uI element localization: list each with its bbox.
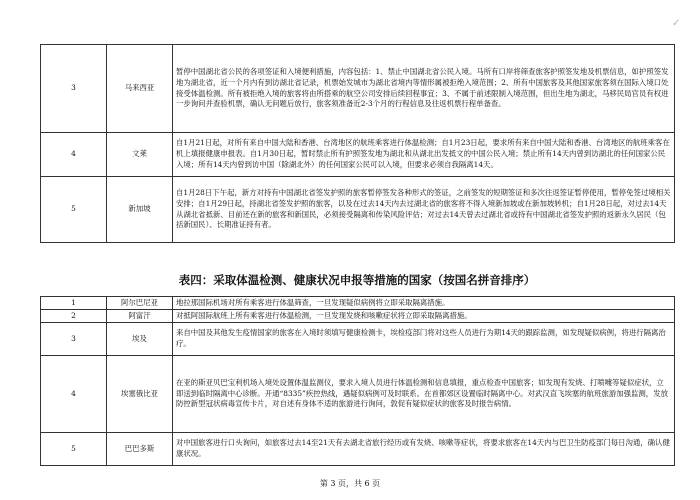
country-name: 马来西亚: [107, 45, 173, 133]
row-number: 4: [41, 133, 107, 177]
country-name: 新加坡: [107, 177, 173, 243]
country-measures-table-continued: [40, 44, 675, 243]
measure-text: 自1月28日下午起，新方对持有中国湖北省签发护照的旅客暂停签发各种形式的签证，之前签发的短期签证和多次往返签证暂停使用，暂停免签过境相关安排；自1月29日起，持湖北省签发护照的旅客，以及在过去14天内去过湖北省的旅客将不得入境新加坡或在新加坡转机；自1月28日起，对过去14天从湖北省抵新、目前还在新的旅客和新国民，必须接受隔离和传染风险评估；对过去14天曾去过湖北省或持有中国湖北省签发护照的返新永久居民（包括新国民）、长期准证持有者。: [173, 177, 675, 243]
country-name: 埃塞俄比亚: [107, 356, 173, 433]
table-row: [41, 133, 675, 177]
measure-text: 地拉那国际机场对所有乘客进行体温筛查，一旦发现疑似病例将立即采取隔离措施。: [173, 297, 675, 310]
row-number: 3: [41, 45, 107, 133]
table-row: [41, 177, 675, 243]
table-row: [41, 356, 675, 433]
table-row: [41, 323, 675, 356]
measure-text: 对中国旅客进行口头询问，如旅客过去14至21天有去湖北省旅行经历或有发烧、咳嗽等症状，将要求旅客在14天内与巴卫生防疫部门每日沟通，确认健康状况。: [173, 433, 675, 466]
country-name: 阿富汗: [107, 310, 173, 323]
measure-text: 暂停中国湖北省公民的各项签证和入境便利措施，内容包括：1、禁止中国湖北省公民入境。马所有口岸将筛查旅客护照签发地及机票信息，如护照签发地为湖北省，近一个月内有到访湖北省记录，机票始发城市为湖北省境内等情形属被拒绝入境范围；2、所有中国旅客及其他国家旅客须在国际入境口处接受体温检测。所有被拒绝入境的旅客将由所搭乘的航空公司安排后续回程事宜；3、不属于前述限制入境范围，但出生地为湖北，马移民局官员有权进一步询问并查验机票，确认无问题后放行，旅客须准备近2-3个月的行程信息及往返机票行程单备查。: [173, 45, 675, 133]
row-number: 4: [41, 356, 107, 433]
country-name: 埃及: [107, 323, 173, 356]
country-name: 阿尔巴尼亚: [107, 297, 173, 310]
row-number: 5: [41, 433, 107, 466]
measure-text: 来自中国及其他发生疫情国家的旅客在入境时须填写健康检测卡，埃检疫部门将对这些人员进行为期14天的跟踪监测，如发现疑似病例，将进行隔离治疗。: [173, 323, 675, 356]
row-number: 5: [41, 177, 107, 243]
measure-text: 自1月21日起，对所有来自中国大陆和香港、台湾地区的航班乘客进行体温检测；自1月23日起，要求所有来自中国大陆和香港、台湾地区的航班乘客在机上填报健康申报表。自1月30日起，暂时禁止所有护照签发地为湖北和从湖北出发抵文的中国公民入境；禁止所有14天内曾到访湖北的任何国家公民入境；所有14天内曾到访中国（除湖北外）的任何国家公民可以入境，但要求必须自我隔离14天。: [173, 133, 675, 177]
table-row: [41, 433, 675, 466]
page-footer: 第 3 页，共 6 页: [319, 479, 381, 488]
measure-text: 对抵阿国际航班上所有乘客进行体温检测，一旦发现发烧和咳嗽症状将立即采取隔离措施。: [173, 310, 675, 323]
table-row: [41, 297, 675, 310]
table-row: [41, 310, 675, 323]
row-number: 2: [41, 310, 107, 323]
row-number: 1: [41, 297, 107, 310]
pen-mark: ✓: [672, 18, 681, 29]
table-caption: 表四：采取体温检测、健康状况申报等措施的国家（按国名拼音排序）: [178, 273, 536, 287]
table-row: [41, 45, 675, 133]
country-name: 巴巴多斯: [107, 433, 173, 466]
temperature-screening-table: [40, 296, 675, 466]
row-number: 3: [41, 323, 107, 356]
country-name: 文莱: [107, 133, 173, 177]
measure-text: 在亚的斯亚贝巴宝利机场入境处设置体温监测仪，要求入境人员进行体温检测和信息填报，重点检查中国旅客；如发现有发烧、打喷嚏等疑似症状，立即送到临时隔离中心诊断。开通“8335”疾控热线，遇疑似病例可及时联系。在首都郊区设置临时隔离中心。对武汉直飞埃塞的航班旅游加强监测，发放防控新型冠状病毒宣传卡片，对自述有身体不适的旅游进行询问，敦促有疑似症状的旅客及时报告病情。: [173, 356, 675, 433]
